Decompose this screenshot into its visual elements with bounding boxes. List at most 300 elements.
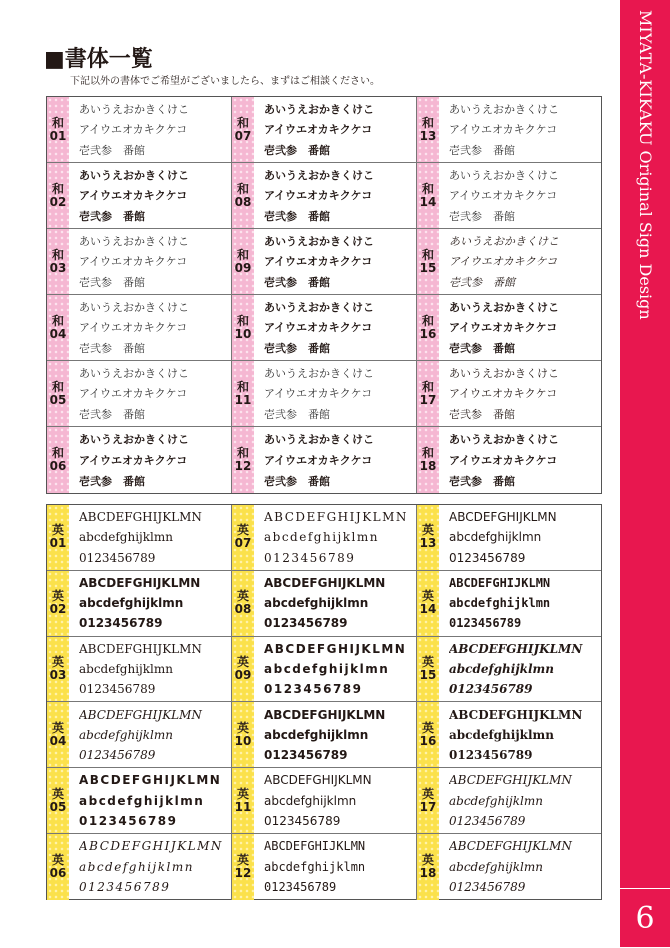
en-font-tag (417, 702, 439, 767)
font-tag-number: 17 (419, 799, 437, 814)
font-tag-number: 12 (234, 865, 252, 880)
wa-font-sample (439, 295, 601, 360)
sample-line1: あいうえおかきくけこ (79, 433, 189, 447)
en-font-sample (439, 768, 601, 833)
font-tag-number: 03 (49, 667, 67, 682)
font-tag-char: 和 (421, 181, 434, 196)
en-font-tag (417, 571, 439, 636)
sample-line3: 壱弐参 番館 (79, 474, 145, 488)
sample-line3: 壱弐参 番館 (449, 341, 515, 355)
font-tag-char: 和 (236, 313, 249, 328)
sample-line3: 壱弐参 番館 (79, 341, 145, 355)
en-font-tag (417, 637, 439, 702)
en-row (47, 702, 601, 768)
sample-line2: アイウエオカキクケコ (79, 255, 188, 269)
sample-line2: abcdefghijklmn (79, 661, 173, 676)
font-tag-number: 02 (49, 602, 67, 617)
font-tag-number: 16 (419, 326, 437, 341)
sample-line2: アイウエオカキクケコ (449, 123, 558, 137)
sample-line1: ABCDEFGHIJKLMN (264, 707, 386, 722)
en-font-sample (69, 834, 231, 900)
en-font-tag (232, 505, 254, 570)
font-tag-char: 英 (51, 523, 64, 538)
sample-line3: 壱弐参 番館 (264, 209, 330, 223)
font-tag-number: 06 (49, 865, 67, 880)
font-tag-char: 和 (51, 181, 64, 196)
font-tag-number: 01 (49, 536, 67, 551)
wa-font-tag (47, 163, 69, 228)
sample-line2: アイウエオカキクケコ (264, 189, 373, 203)
font-tag-char: 和 (421, 379, 434, 394)
font-tag-char: 英 (421, 589, 434, 604)
font-tag-char: 英 (51, 786, 64, 801)
english-font-table (46, 504, 602, 900)
en-font-tag (47, 768, 69, 833)
font-tag-number: 05 (49, 392, 67, 407)
sample-line3: 0123456789 (79, 748, 156, 763)
sample-line2: abcdefghijklmn (449, 530, 542, 545)
font-tag-char: 英 (236, 786, 249, 801)
font-tag-char: 英 (421, 852, 434, 867)
font-tag-char: 和 (236, 115, 249, 130)
font-tag-number: 17 (419, 392, 437, 407)
sample-line1: ABCDEFGHIJKLMN (264, 839, 366, 854)
sample-line1: ABCDEFGHIJKLMN (79, 707, 202, 722)
sample-line3: 0123456789 (264, 880, 337, 895)
sample-line3: 壱弐参 番館 (449, 209, 515, 223)
sample-line3: 0123456789 (264, 616, 348, 631)
sample-line1: あいうえおかきくけこ (264, 301, 374, 315)
wa-font-tag (417, 163, 439, 228)
sample-line3: 壱弐参 番館 (79, 407, 145, 421)
en-font-cell (47, 505, 232, 570)
sample-line1: ABCDEFGHIJKLMN (449, 641, 583, 656)
font-tag-char: 英 (236, 589, 249, 604)
wa-font-sample (439, 163, 601, 228)
wa-row (47, 163, 601, 229)
en-row (47, 834, 601, 900)
sample-line1: あいうえおかきくけこ (79, 103, 189, 117)
sample-line3: 0123456789 (264, 748, 348, 763)
sample-line1: あいうえおかきくけこ (79, 301, 189, 315)
sample-line3: 0123456789 (79, 880, 171, 895)
font-tag-char: 英 (236, 720, 249, 735)
font-tag-number: 16 (419, 733, 437, 748)
en-font-tag (47, 505, 69, 570)
wa-font-tag (232, 427, 254, 493)
font-tag-number: 09 (234, 260, 252, 275)
en-row (47, 768, 601, 834)
font-tag-number: 10 (234, 733, 252, 748)
font-tag-number: 07 (234, 536, 252, 551)
japanese-font-table (46, 96, 602, 494)
en-font-cell (232, 768, 417, 833)
wa-font-tag (47, 229, 69, 294)
sample-line3: 0123456789 (79, 682, 156, 697)
font-tag-number: 14 (419, 602, 437, 617)
page-title: ■書体一覧 (44, 47, 153, 72)
font-tag-char: 英 (236, 523, 249, 538)
sample-line3: 0123456789 (449, 748, 533, 763)
wa-font-cell (47, 427, 232, 493)
font-tag-char: 和 (51, 446, 64, 460)
sample-line1: ABCDEFGHIJKLMN (449, 707, 583, 722)
font-tag-number: 15 (419, 260, 437, 275)
sample-line2: アイウエオカキクケコ (79, 123, 188, 137)
wa-font-cell (417, 361, 601, 426)
wa-font-sample (254, 427, 416, 493)
wa-font-tag (232, 163, 254, 228)
font-tag-number: 13 (419, 536, 437, 551)
font-tag-number: 18 (419, 865, 437, 880)
sample-line3: 壱弐参 番館 (264, 474, 330, 488)
en-font-cell (47, 702, 232, 767)
sample-line3: 0123456789 (79, 616, 163, 631)
font-tag-number: 11 (234, 799, 252, 814)
en-font-sample (254, 637, 416, 702)
wa-font-cell (232, 97, 417, 162)
wa-font-tag (417, 229, 439, 294)
sample-line3: 壱弐参 番館 (449, 143, 515, 157)
sample-line2: abcdefghijklmn (264, 530, 379, 545)
sample-line3: 壱弐参 番館 (264, 143, 330, 157)
page-subtitle: 下記以外の書体でご希望がございましたら、まずはご相談ください。 (70, 76, 380, 87)
wa-font-sample (69, 163, 231, 228)
wa-font-cell (47, 97, 232, 162)
en-font-cell (232, 702, 417, 767)
sample-line3: 0123456789 (79, 550, 156, 565)
font-tag-char: 英 (421, 523, 434, 538)
en-font-tag (232, 834, 254, 900)
wa-font-cell (232, 427, 417, 493)
sample-line1: あいうえおかきくけこ (264, 169, 374, 183)
wa-font-sample (254, 295, 416, 360)
en-font-sample (439, 571, 601, 636)
sample-line2: abcdefghijklmn (264, 661, 390, 676)
en-font-sample (69, 571, 231, 636)
en-font-cell (417, 637, 601, 702)
sample-line2: abcdefghijklmn (449, 727, 554, 742)
sample-line2: abcdefghijklmn (264, 596, 369, 611)
sample-line2: abcdefghijklmn (79, 793, 205, 808)
font-tag-number: 01 (49, 128, 67, 143)
sample-line2: アイウエオカキクケコ (79, 321, 188, 335)
sample-line2: アイウエオカキクケコ (449, 453, 558, 467)
sample-line1: ABCDEFGHIJKLMN (79, 575, 201, 590)
wa-font-tag (232, 361, 254, 426)
sample-line1: ABCDEFGHIJKLMN (264, 510, 408, 525)
font-tag-number: 06 (49, 459, 67, 473)
wa-font-sample (254, 163, 416, 228)
en-font-sample (254, 571, 416, 636)
font-tag-char: 和 (51, 247, 64, 262)
wa-font-cell (47, 163, 232, 228)
sample-line3: 壱弐参 番館 (79, 209, 145, 223)
font-tag-number: 04 (49, 733, 67, 748)
sample-line3: 0123456789 (264, 682, 363, 697)
en-font-tag (232, 571, 254, 636)
wa-font-tag (47, 427, 69, 493)
sample-line1: あいうえおかきくけこ (449, 169, 559, 183)
sample-line2: abcdefghijklmn (449, 596, 551, 611)
sample-line1: ABCDEFGHIJKLMN (264, 773, 372, 788)
sample-line3: 0123456789 (449, 682, 533, 697)
font-tag-number: 18 (419, 459, 437, 473)
en-font-cell (232, 834, 417, 900)
sample-line1: あいうえおかきくけこ (449, 367, 559, 381)
wa-font-cell (47, 361, 232, 426)
wa-font-tag (417, 97, 439, 162)
wa-font-sample (254, 97, 416, 162)
sample-line2: abcdefghijklmn (79, 727, 173, 742)
sample-line1: ABCDEFGHIJKLMN (449, 510, 557, 525)
font-tag-number: 10 (234, 326, 252, 341)
sample-line3: 壱弐参 番館 (264, 407, 330, 421)
en-font-sample (69, 768, 231, 833)
font-tag-number: 07 (234, 128, 252, 143)
sample-line2: abcdefghijklmn (449, 859, 543, 874)
font-tag-char: 和 (421, 313, 434, 328)
sample-line2: abcdefghijklmn (264, 727, 369, 742)
en-font-cell (417, 571, 601, 636)
sample-line3: 0123456789 (449, 813, 526, 828)
wa-font-sample (69, 97, 231, 162)
font-tag-number: 09 (234, 667, 252, 682)
sample-line2: アイウエオカキクケコ (79, 189, 188, 203)
en-font-sample (439, 505, 601, 570)
wa-font-sample (439, 361, 601, 426)
sample-line2: アイウエオカキクケコ (449, 189, 558, 203)
wa-row (47, 427, 601, 493)
font-tag-char: 英 (51, 654, 64, 669)
sample-line1: ABCDEFGHIJKLMN (79, 641, 202, 656)
font-tag-char: 英 (421, 786, 434, 801)
font-tag-char: 英 (51, 589, 64, 604)
font-tag-char: 和 (51, 379, 64, 394)
wa-font-tag (417, 427, 439, 493)
wa-font-cell (232, 229, 417, 294)
wa-font-sample (439, 229, 601, 294)
en-font-cell (417, 702, 601, 767)
sample-line1: ABCDEFGHIJKLMN (79, 839, 223, 854)
en-font-tag (47, 571, 69, 636)
wa-font-cell (417, 295, 601, 360)
font-tag-number: 14 (419, 194, 437, 209)
font-tag-char: 和 (421, 446, 434, 460)
font-tag-number: 05 (49, 799, 67, 814)
wa-row (47, 295, 601, 361)
font-tag-char: 英 (421, 654, 434, 669)
wa-font-tag (417, 295, 439, 360)
sample-line1: あいうえおかきくけこ (264, 235, 374, 249)
sample-line3: 壱弐参 番館 (449, 474, 515, 488)
en-font-cell (417, 768, 601, 833)
wa-font-sample (439, 97, 601, 162)
en-font-cell (47, 571, 232, 636)
font-tag-char: 和 (236, 446, 249, 460)
en-font-sample (69, 702, 231, 767)
font-tag-char: 英 (236, 654, 249, 669)
en-font-tag (47, 702, 69, 767)
font-tag-number: 11 (234, 392, 252, 407)
sample-line3: 0123456789 (264, 550, 356, 565)
sample-line2: abcdefghijklmn (449, 661, 554, 676)
en-font-cell (417, 505, 601, 570)
sample-line3: 壱弐参 番館 (79, 143, 145, 157)
sample-line1: あいうえおかきくけこ (449, 235, 559, 249)
wa-row (47, 97, 601, 163)
en-font-sample (254, 505, 416, 570)
en-font-sample (254, 768, 416, 833)
font-tag-char: 和 (51, 115, 64, 130)
font-tag-char: 英 (51, 720, 64, 735)
sample-line3: 壱弐参 番館 (79, 275, 145, 289)
sample-line1: あいうえおかきくけこ (264, 367, 374, 381)
sample-line3: 0123456789 (264, 813, 341, 828)
sample-line3: 0123456789 (79, 813, 178, 828)
sample-line3: 壱弐参 番館 (449, 275, 515, 289)
en-row (47, 637, 601, 703)
wa-font-sample (69, 361, 231, 426)
sample-line3: 0123456789 (449, 880, 526, 895)
sample-line2: abcdefghijklmn (264, 793, 357, 808)
sample-line1: あいうえおかきくけこ (264, 433, 374, 447)
en-font-cell (47, 768, 232, 833)
wa-font-sample (254, 361, 416, 426)
en-font-sample (69, 637, 231, 702)
en-font-tag (47, 834, 69, 900)
font-tag-number: 04 (49, 326, 67, 341)
font-tag-char: 和 (236, 379, 249, 394)
sample-line1: ABCDEFGHIJKLMN (79, 773, 222, 788)
en-font-tag (232, 702, 254, 767)
font-tag-char: 英 (51, 852, 64, 867)
wa-font-sample (254, 229, 416, 294)
en-font-sample (439, 834, 601, 900)
sample-line1: ABCDEFGHIJKLMN (449, 773, 572, 788)
en-font-cell (47, 637, 232, 702)
sample-line1: あいうえおかきくけこ (449, 103, 559, 117)
font-tag-char: 和 (51, 313, 64, 328)
sample-line2: abcdefghijklmn (79, 530, 173, 545)
wa-font-cell (232, 361, 417, 426)
en-font-tag (417, 505, 439, 570)
font-tag-number: 13 (419, 128, 437, 143)
sample-line1: あいうえおかきくけこ (79, 367, 189, 381)
sample-line2: アイウエオカキクケコ (449, 255, 558, 269)
sample-line2: abcdefghijklmn (264, 859, 366, 874)
sample-line1: ABCDEFGHIJKLMN (449, 575, 551, 590)
en-font-cell (232, 505, 417, 570)
sample-line2: abcdefghijklmn (449, 793, 543, 808)
sample-line1: ABCDEFGHIJKLMN (264, 575, 386, 590)
en-font-sample (439, 637, 601, 702)
wa-font-tag (232, 97, 254, 162)
wa-row (47, 361, 601, 427)
sample-line2: アイウエオカキクケコ (449, 321, 558, 335)
wa-font-tag (232, 295, 254, 360)
sample-line1: あいうえおかきくけこ (264, 103, 374, 117)
font-tag-number: 15 (419, 667, 437, 682)
font-tag-char: 和 (236, 247, 249, 262)
wa-font-cell (417, 229, 601, 294)
en-font-sample (439, 702, 601, 767)
sample-line3: 壱弐参 番館 (449, 407, 515, 421)
sample-line2: アイウエオカキクケコ (264, 255, 373, 269)
font-tag-char: 英 (236, 852, 249, 867)
wa-font-sample (69, 229, 231, 294)
sample-line2: アイウエオカキクケコ (264, 123, 373, 137)
en-font-tag (232, 637, 254, 702)
wa-font-tag (47, 97, 69, 162)
font-tag-char: 和 (421, 247, 434, 262)
page-number: 6 (620, 888, 670, 948)
sample-line3: 0123456789 (449, 616, 522, 631)
wa-font-cell (417, 97, 601, 162)
en-font-sample (254, 834, 416, 900)
sample-line1: ABCDEFGHIJKLMN (449, 839, 572, 854)
font-tag-number: 08 (234, 194, 252, 209)
en-font-sample (254, 702, 416, 767)
font-tag-char: 和 (236, 181, 249, 196)
sample-line2: アイウエオカキクケコ (79, 453, 188, 467)
en-font-tag (417, 768, 439, 833)
wa-font-sample (69, 295, 231, 360)
sample-line2: abcdefghijklmn (79, 859, 194, 874)
wa-font-cell (47, 295, 232, 360)
sample-line1: あいうえおかきくけこ (79, 235, 189, 249)
sample-line1: あいうえおかきくけこ (449, 301, 559, 315)
sample-line2: アイウエオカキクケコ (264, 387, 373, 401)
sample-line1: ABCDEFGHIJKLMN (79, 510, 202, 525)
wa-font-cell (232, 295, 417, 360)
sample-line3: 壱弐参 番館 (264, 275, 330, 289)
en-font-sample (69, 505, 231, 570)
wa-font-tag (417, 361, 439, 426)
sample-line1: あいうえおかきくけこ (449, 433, 559, 447)
font-tag-number: 12 (234, 459, 252, 473)
wa-font-tag (47, 361, 69, 426)
font-tag-number: 02 (49, 194, 67, 209)
wa-font-tag (232, 229, 254, 294)
en-font-cell (47, 834, 232, 900)
wa-font-cell (232, 163, 417, 228)
en-font-cell (417, 834, 601, 900)
sample-line2: アイウエオカキクケコ (264, 321, 373, 335)
font-tag-char: 英 (421, 720, 434, 735)
en-font-tag (417, 834, 439, 900)
sample-line1: ABCDEFGHIJKLMN (264, 641, 407, 656)
wa-font-cell (47, 229, 232, 294)
en-row (47, 571, 601, 637)
en-font-cell (232, 637, 417, 702)
sample-line1: あいうえおかきくけこ (79, 169, 189, 183)
sample-line3: 壱弐参 番館 (264, 341, 330, 355)
wa-font-sample (439, 427, 601, 493)
sample-line2: アイウエオカキクケコ (449, 387, 558, 401)
wa-font-sample (69, 427, 231, 493)
sample-line3: 0123456789 (449, 550, 526, 565)
font-tag-char: 和 (421, 115, 434, 130)
wa-font-cell (417, 427, 601, 493)
en-row (47, 505, 601, 571)
wa-font-cell (417, 163, 601, 228)
brand-name: MIYATA-KIKAKU Original Sign Design (636, 10, 655, 320)
en-font-cell (232, 571, 417, 636)
en-font-tag (232, 768, 254, 833)
font-tag-number: 08 (234, 602, 252, 617)
font-tag-number: 03 (49, 260, 67, 275)
